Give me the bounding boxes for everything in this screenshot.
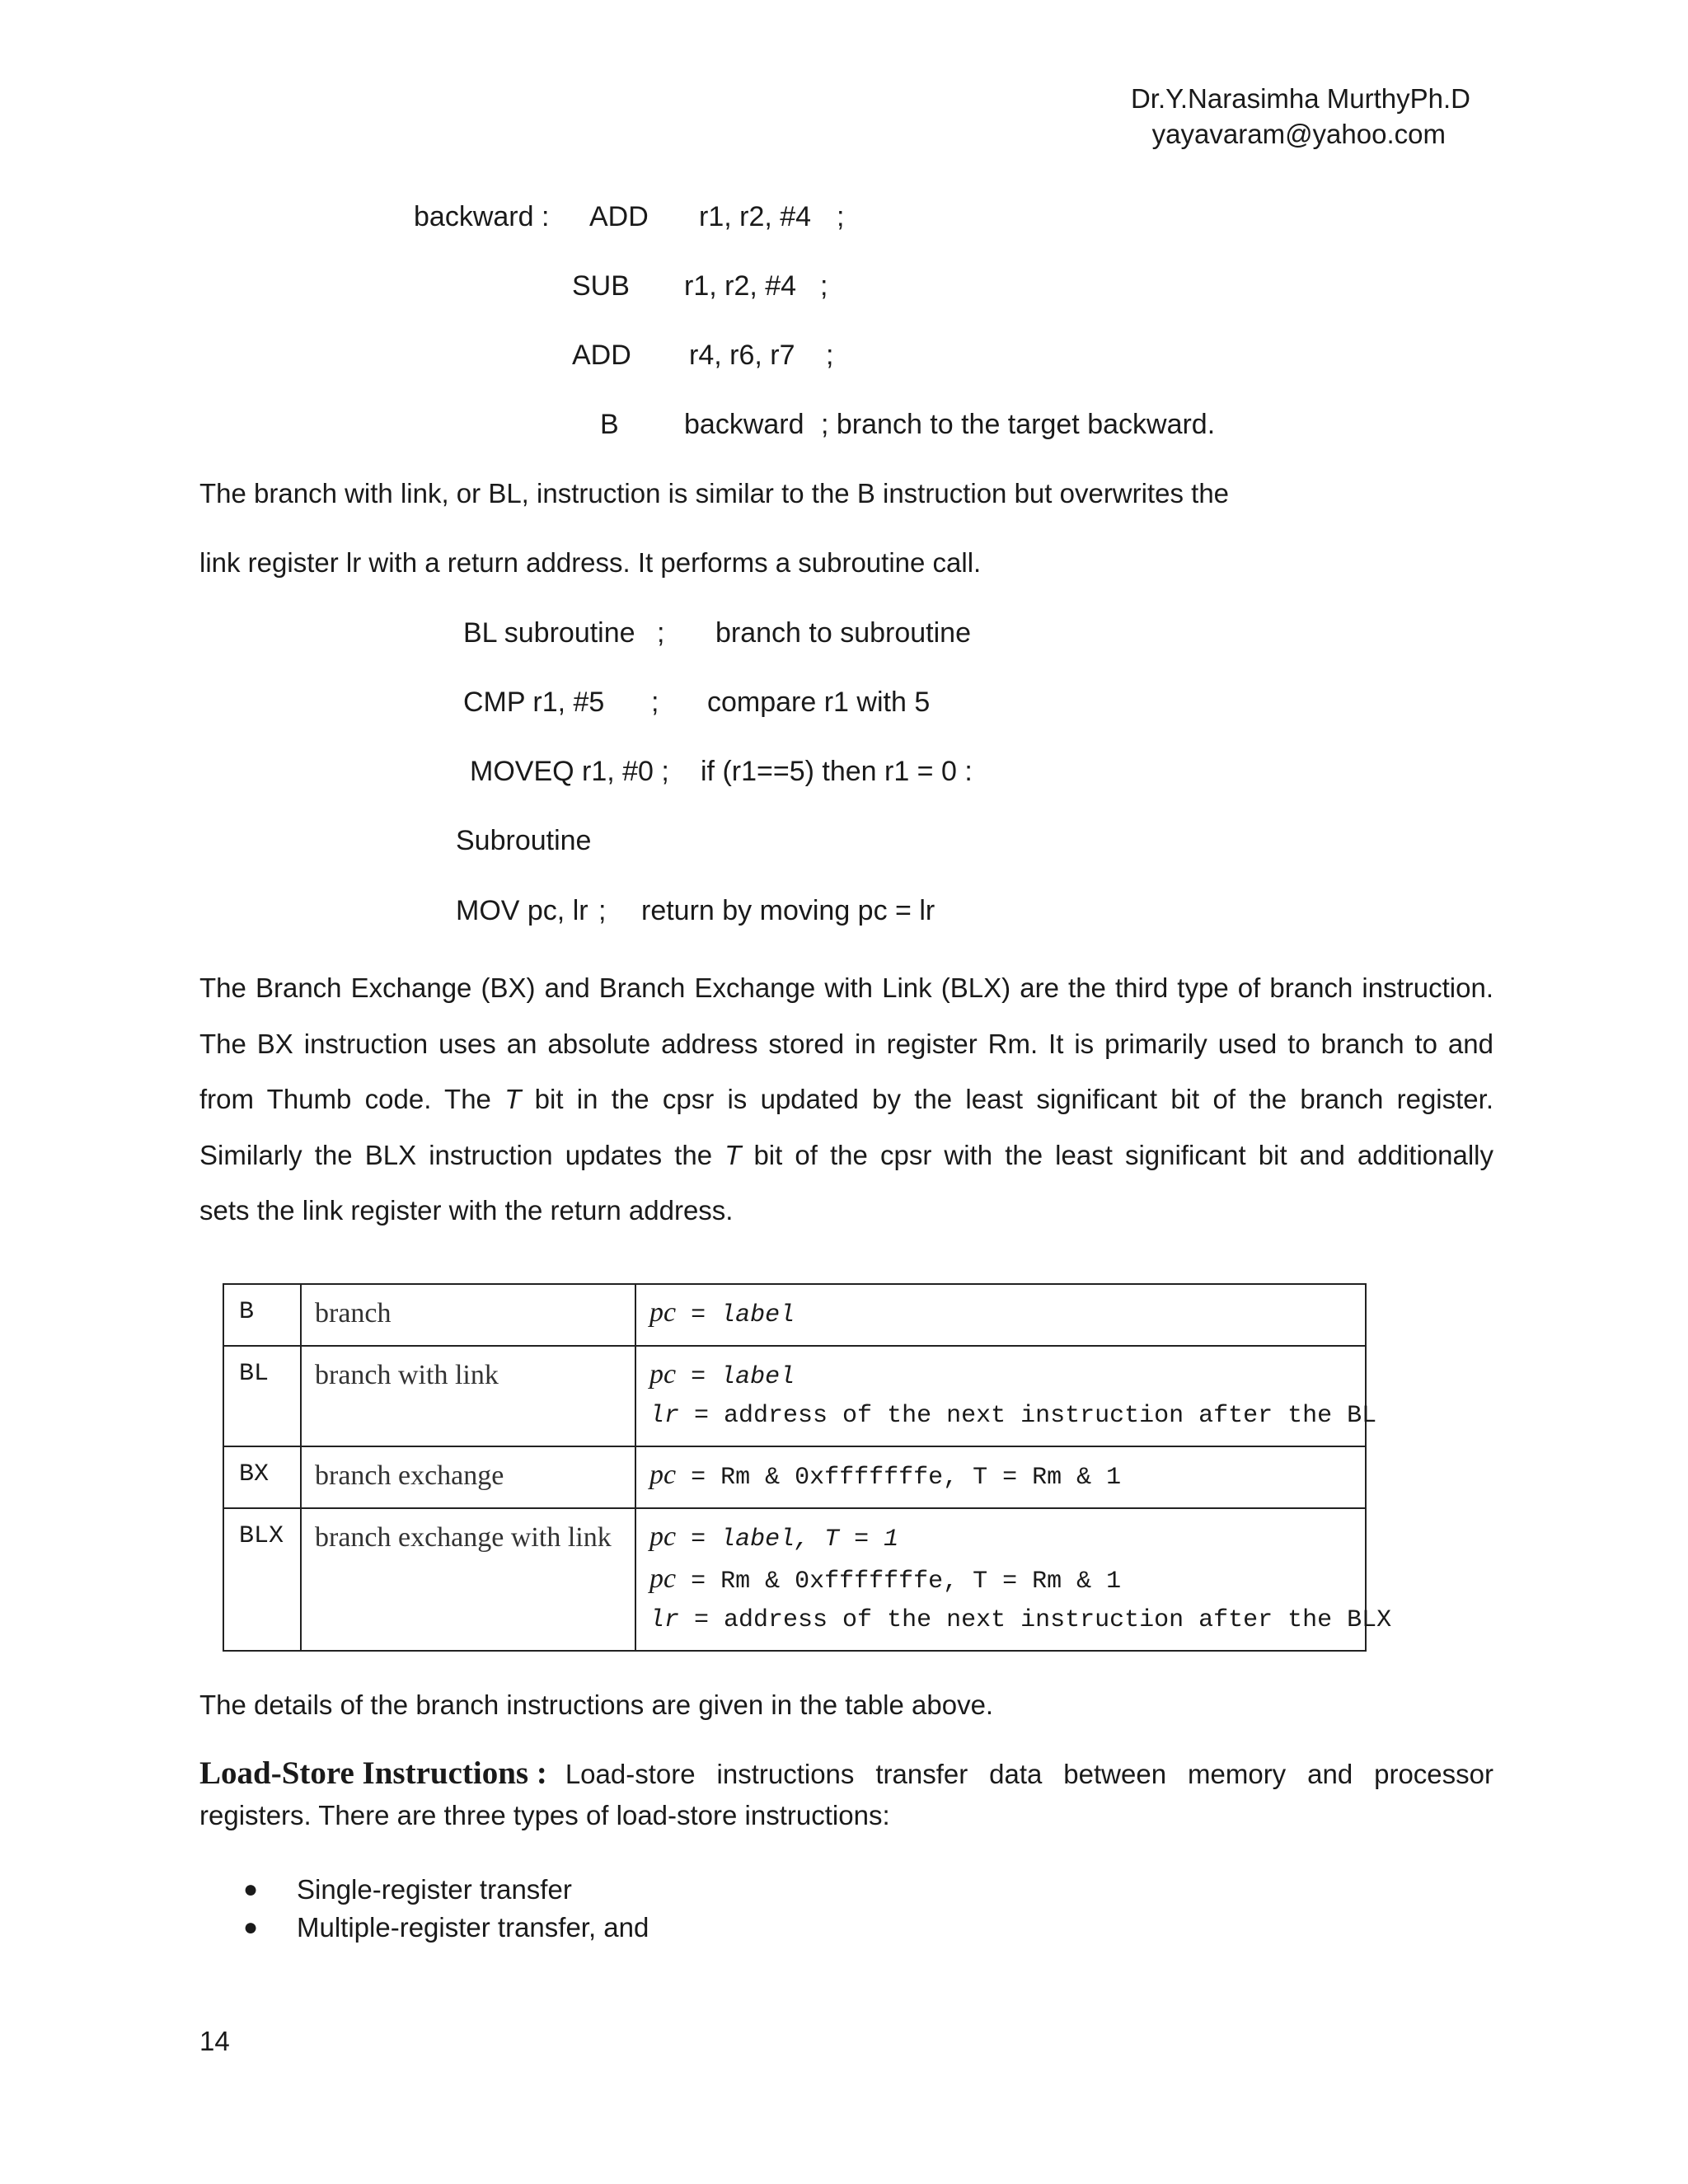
code-args: r4, r6, r7: [689, 340, 795, 371]
code-sep: ;: [651, 687, 659, 718]
action-cell: [635, 1446, 1366, 1508]
t-bit-text: T: [504, 1084, 522, 1114]
action-rest: address of the next instruction after the BLX: [724, 1606, 1392, 1634]
action-rest: Rm & 0xfffffffe, T = Rm & 1: [720, 1464, 1122, 1492]
bullet-icon: ●: [243, 1876, 259, 1903]
action-var: lr: [649, 1606, 680, 1634]
description-cell: branch exchange: [301, 1446, 635, 1508]
table-row: [223, 1508, 1366, 1651]
code-comment: ;: [837, 201, 845, 232]
action-var: pc: [649, 1521, 677, 1552]
action-cell: [635, 1346, 1377, 1446]
paragraph-line: sets the link register with the return address.: [199, 1195, 734, 1226]
code-op: B: [600, 409, 619, 440]
paragraph-line: [199, 1071, 1493, 1127]
section-heading: Load-Store Instructions :: [199, 1755, 547, 1791]
text-run: Similarly the BLX instruction updates the: [199, 1139, 725, 1170]
bullet-icon: ●: [243, 1914, 259, 1941]
action-cell: [635, 1284, 1366, 1346]
paragraph-line: The Branch Exchange (BX) and Branch Exchange with Link (BLX) are the third type of branch instruction.: [199, 972, 1493, 1003]
action-eq: =: [676, 1301, 721, 1329]
code-comment: ;: [820, 270, 828, 302]
action-rest: label: [720, 1363, 795, 1391]
code-line: MOV pc, lr: [456, 895, 588, 926]
action-line: [649, 1455, 1352, 1497]
table-caption: The details of the branch instructions are given in the table above.: [199, 1690, 994, 1720]
action-eq: =: [679, 1606, 724, 1634]
page-number: 14: [199, 2026, 230, 2056]
action-var: pc: [649, 1297, 677, 1328]
list-item-text: Multiple-register transfer, and: [297, 1912, 649, 1943]
mnemonic-cell: BX: [223, 1446, 301, 1508]
action-line: [649, 1517, 1352, 1559]
t-bit-text: T: [724, 1139, 742, 1170]
code-args: r1, r2, #4: [684, 270, 797, 302]
code-line: MOVEQ r1, #0 ;: [470, 756, 669, 787]
code-line: CMP r1, #5: [463, 687, 605, 718]
action-eq: =: [676, 1464, 721, 1492]
table-row: [223, 1346, 1366, 1446]
action-cell: [635, 1508, 1392, 1651]
description-cell: branch: [301, 1284, 635, 1346]
action-eq: =: [679, 1402, 724, 1430]
action-line: [649, 1355, 1352, 1397]
paragraph-line: The BX instruction uses an absolute address stored in register Rm. It is primarily used to branch to and: [199, 1028, 1493, 1059]
paragraph-line: [199, 1127, 1493, 1183]
author-email: yayavaram@yahoo.com: [1151, 119, 1446, 149]
description-cell: branch with link: [301, 1346, 635, 1446]
author-name: Dr.Y.Narasimha MurthyPh.D: [1130, 83, 1470, 114]
description-cell: branch exchange with link: [301, 1508, 635, 1651]
load-store-types-list: [243, 1871, 649, 1947]
code-line: BL subroutine: [463, 617, 635, 649]
text-run: bit of the cpsr with the least significant bit and additionally: [741, 1139, 1493, 1170]
action-var: lr: [649, 1402, 680, 1430]
action-var: pc: [649, 1460, 677, 1490]
branch-instruction-table: [223, 1283, 1392, 1652]
paragraph-line: link register lr with a return address. It performs a subroutine call.: [199, 547, 982, 578]
action-var: pc: [649, 1563, 677, 1594]
code-comment: compare r1 with 5: [707, 687, 931, 718]
action-eq: =: [676, 1363, 721, 1391]
code-comment: ; branch to the target backward.: [821, 409, 1216, 440]
text-run: from Thumb code. The: [199, 1084, 505, 1114]
action-rest: label: [720, 1301, 795, 1329]
action-rest: address of the next instruction after the BL: [724, 1402, 1377, 1430]
action-eq: =: [676, 1568, 721, 1596]
code-comment: return by moving pc = lr: [641, 895, 935, 926]
load-store-line1: [199, 1757, 1493, 1789]
code-op: SUB: [572, 270, 630, 302]
mnemonic-cell: BL: [223, 1346, 301, 1446]
paragraph-bx: [199, 960, 1493, 1239]
code-line: Subroutine: [456, 825, 592, 856]
action-line: [649, 1559, 1352, 1601]
paragraph-line: The branch with link, or BL, instruction is similar to the B instruction but overwrites the: [199, 478, 1230, 509]
list-item: [243, 1871, 649, 1909]
list-item: [243, 1909, 649, 1947]
code-sep: ;: [598, 895, 607, 926]
action-eq: =: [676, 1526, 721, 1554]
action-line: [649, 1601, 1392, 1640]
action-rest: Rm & 0xfffffffe, T = Rm & 1: [720, 1568, 1122, 1596]
code-comment: if (r1==5) then r1 = 0 :: [701, 756, 973, 787]
code-op: ADD: [589, 201, 649, 232]
action-rest: label, T = 1: [720, 1526, 899, 1554]
action-line: [649, 1293, 1352, 1335]
action-var: pc: [649, 1359, 677, 1390]
text-run: bit in the cpsr is updated by the least significant bit of the branch register.: [521, 1084, 1493, 1114]
table-row: [223, 1284, 1366, 1346]
list-item-text: Single-register transfer: [297, 1874, 572, 1905]
code-args: r1, r2, #4: [699, 201, 812, 232]
code-comment: ;: [826, 340, 834, 371]
section-text: Load-store instructions transfer data between memory and processor: [565, 1759, 1493, 1789]
code-args: backward: [684, 409, 804, 440]
code-op: ADD: [572, 340, 631, 371]
code-label: backward :: [414, 201, 550, 232]
mnemonic-cell: BLX: [223, 1508, 301, 1651]
table-row: [223, 1446, 1366, 1508]
action-line: [649, 1397, 1377, 1436]
code-comment: branch to subroutine: [715, 617, 971, 649]
code-sep: ;: [657, 617, 665, 649]
section-text: registers. There are three types of load-store instructions:: [199, 1800, 890, 1830]
mnemonic-cell: B: [223, 1284, 301, 1346]
